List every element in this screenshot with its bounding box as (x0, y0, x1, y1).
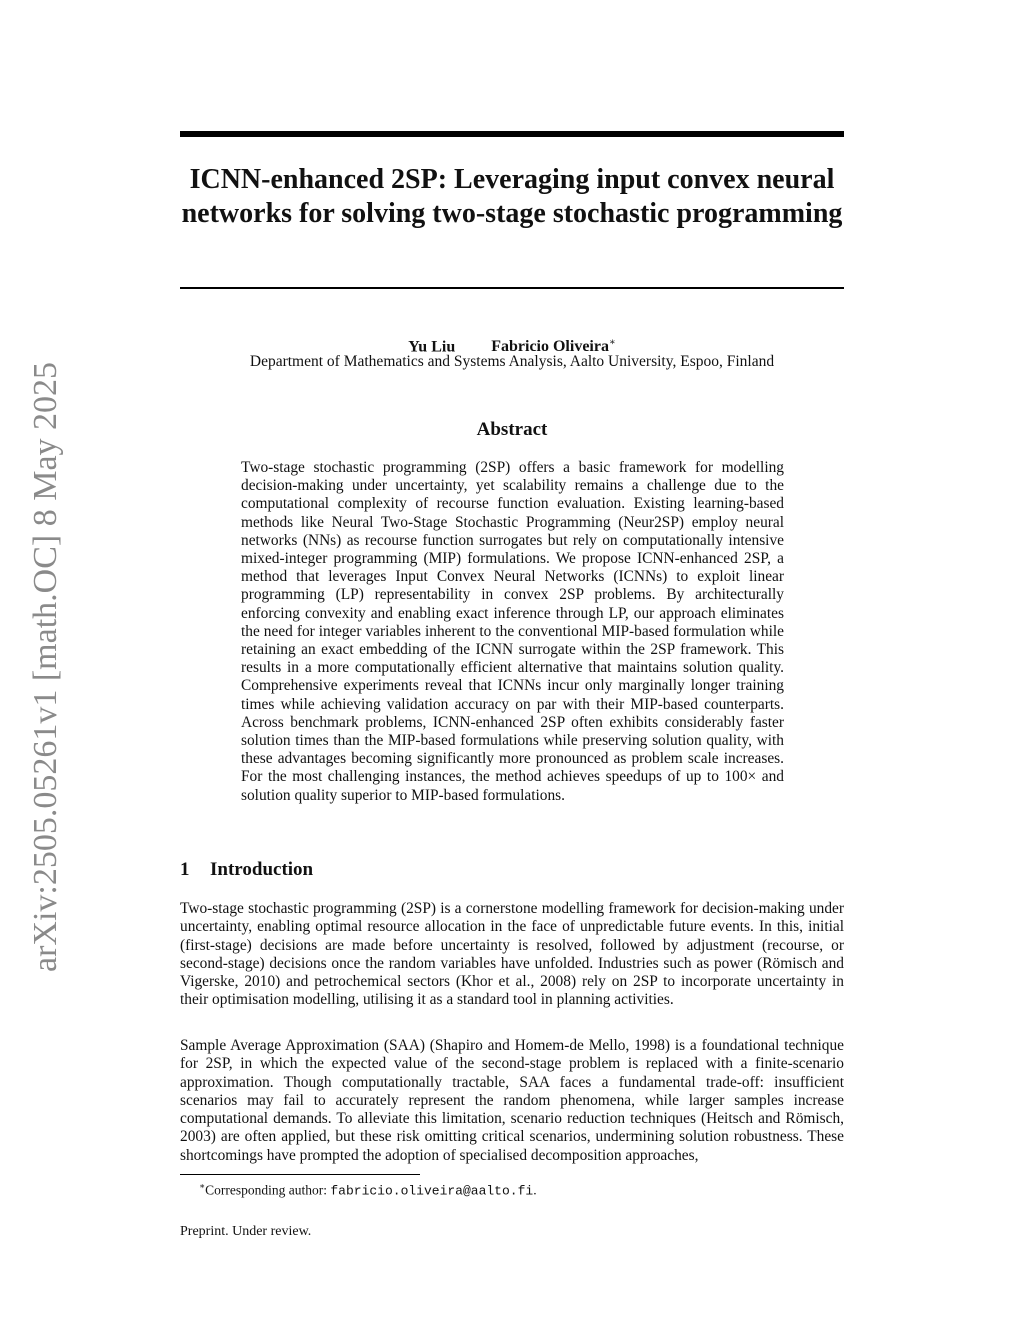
corresponding-author-mark: ∗ (608, 337, 616, 348)
preprint-notice: Preprint. Under review. (180, 1224, 312, 1239)
author-affiliation: Department of Mathematics and Systems Analysis, Aalto University, Espoo, Finland (249, 353, 775, 370)
section-number: 1 (180, 859, 190, 880)
arxiv-identifier-stamp: arXiv:2505.05261v1 [math.OC] 8 May 2025 (27, 361, 64, 972)
author-name: Fabricio Oliveira (491, 338, 609, 356)
footnote-email: fabricio.oliveira@aalto.fi (330, 1183, 534, 1199)
footnote-rule (180, 1174, 420, 1175)
abstract-body: Two-stage stochastic programming (2SP) offers a basic framework for modelling decision-making under uncertainty, yet scalability remains a challenge due to the computational complexity of recourse function evaluation. Existing learning-based methods like Neural Two-Stage Stochastic Programming (Neur2SP) employ neural networks (NNs) as recourse function surrogates but rely on computationally intensive mixed-integer programming (MIP) formulations. We propose ICNN-enhanced 2SP, a method that leverages Input Convex Neural Networks (ICNNs) to exploit linear programming (LP) representability in convex 2SP problems. By architecturally enforcing convexity and enabling exact inference through LP, our approach eliminates the need for integer variables inherent to the conventional MIP-based formulation while retaining an exact embedding of the ICNN surrogate within the 2SP framework. This results in a more computationally efficient alternative that maintains solution quality. Comprehensive experiments reveal that ICNNs incur only marginally longer training times while achieving validation accuracy on par with their MIP-based counterparts. Across benchmark problems, ICNN-enhanced 2SP often exhibits considerably faster solution times than the MIP-based formulations while preserving solution quality, with these advantages becoming significantly more pronounced as problem scale increases. For the most challenging instances, the method achieves speedups of up to 100× and solution quality superior to MIP-based formulations. (241, 459, 784, 804)
abstract-heading: Abstract (476, 419, 548, 440)
body-paragraph: Sample Average Approximation (SAA) (Shapiro and Homem-de Mello, 1998) is a foundational technique for 2SP, in which the expected value of the second-stage problem is replaced with a finite-scenario approximation. Though computationally tractable, SAA faces a fundamental trade-off: insufficient scenarios may fail to accurately represent the random phenomena, while larger samples increase computational demands. To alleviate this limitation, scenario reduction techniques (Heitsch and Römisch, 2003) are often applied, but these risk omitting critical scenarios, undermining solution robustness. These shortcomings have prompted the adoption of specialised decomposition approaches, (180, 1037, 844, 1164)
footnote-mark: ∗ (199, 1181, 206, 1191)
paper-title: ICNN-enhanced 2SP: Leveraging input convex neural networks for solving two-stage stochastic programming (181, 164, 843, 229)
footnote-text: Corresponding author: (205, 1182, 331, 1198)
title-bottom-rule (180, 287, 844, 289)
section-title: Introduction (210, 859, 314, 880)
footnote (199, 1177, 844, 1201)
body-paragraph: Two-stage stochastic programming (2SP) is a cornerstone modelling framework for decision-making under uncertainty, enabling optimal resource allocation in the face of unpredictable future events. In this, initial (first-stage) decisions are made before uncertainty is resolved, followed by adjustment (recourse, or second-stage) decisions once the random variables have unfolded. Industries such as power (Römisch and Vigerske, 2010) and petrochemical sectors (Khor et al., 2008) rely on 2SP to incorporate uncertainty in their optimisation modelling, utilising it as a standard tool in planning activities. (180, 900, 844, 1009)
title-top-rule (180, 131, 844, 137)
footnote-end: . (533, 1182, 537, 1198)
author-name: Yu Liu (408, 338, 456, 356)
section-heading-introduction (180, 858, 844, 882)
